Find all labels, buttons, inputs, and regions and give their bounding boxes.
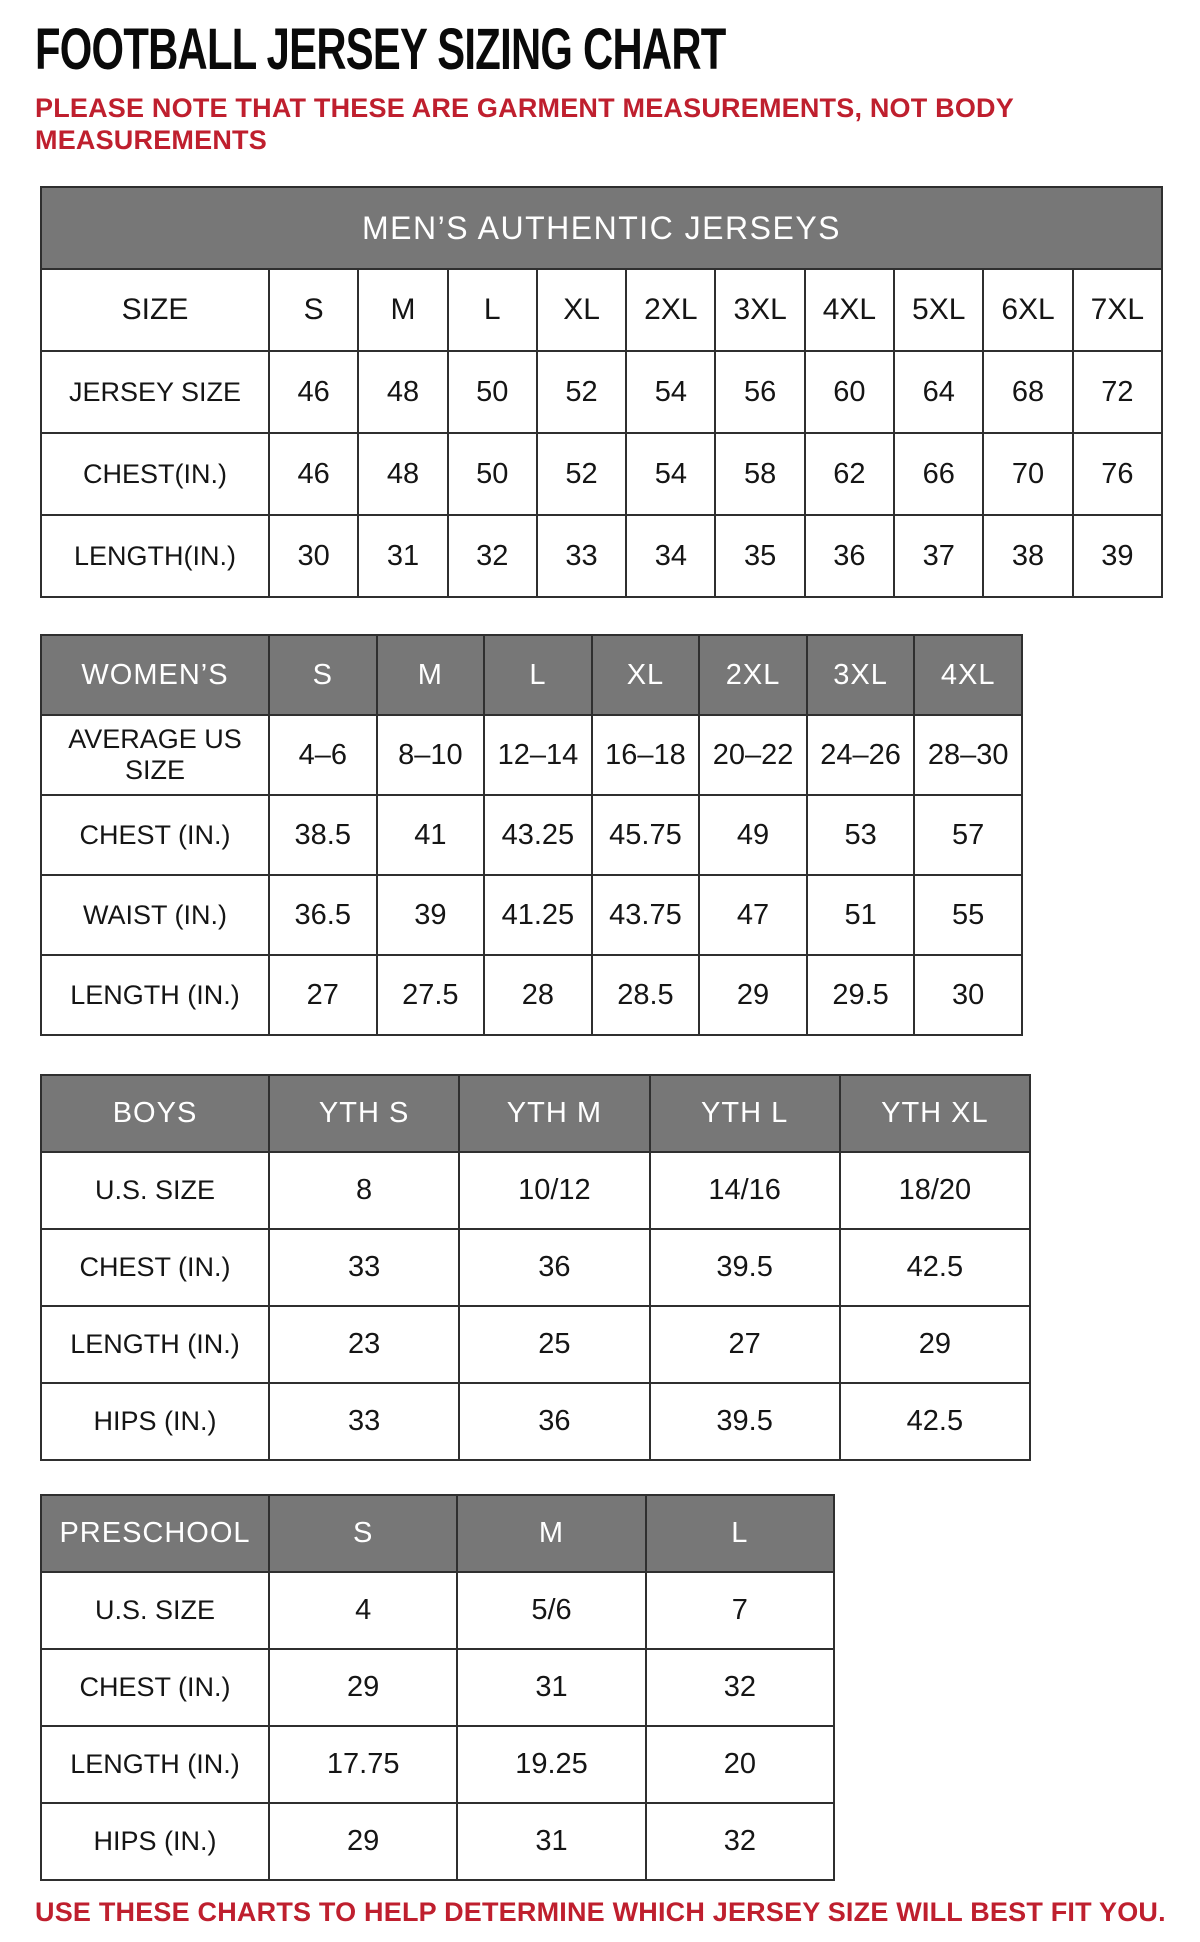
row-label-cell: CHEST (IN.)	[41, 1229, 269, 1306]
value-cell: 7	[646, 1572, 834, 1649]
garment-measurements-note	[35, 93, 1160, 156]
value-cell: 28–30	[914, 715, 1022, 795]
value-cell: 43.75	[592, 875, 700, 955]
value-cell: 36	[459, 1383, 649, 1460]
value-cell: 52	[537, 351, 626, 433]
value-cell: 36	[805, 515, 894, 597]
value-cell: 41	[377, 795, 485, 875]
womens-col-header: L	[484, 635, 592, 715]
value-cell: 58	[715, 433, 804, 515]
value-cell: 51	[807, 875, 915, 955]
preschool-row-2	[41, 1726, 834, 1803]
womens-header-row	[41, 635, 1022, 715]
boys-sizing-table	[40, 1074, 1031, 1461]
womens-row-3	[41, 955, 1022, 1035]
value-cell: 43.25	[484, 795, 592, 875]
mens-title-row	[41, 187, 1162, 269]
row-label-cell: U.S. SIZE	[41, 1152, 269, 1229]
value-cell: 41.25	[484, 875, 592, 955]
womens-header-label: WOMEN’S	[41, 635, 269, 715]
preschool-header-label: PRESCHOOL	[41, 1495, 269, 1572]
row-label-cell: JERSEY SIZE	[41, 351, 269, 433]
value-cell: 32	[646, 1803, 834, 1880]
value-cell: 45.75	[592, 795, 700, 875]
preschool-col-header: M	[457, 1495, 645, 1572]
preschool-sizing-table	[40, 1494, 835, 1881]
row-label-cell: CHEST (IN.)	[41, 1649, 269, 1726]
boys-header-row	[41, 1075, 1030, 1152]
value-cell: 39.5	[650, 1229, 840, 1306]
mens-header-row	[41, 269, 1162, 351]
mens-header-label: SIZE	[41, 269, 269, 351]
boys-col-header: YTH XL	[840, 1075, 1030, 1152]
mens-col-header: 2XL	[626, 269, 715, 351]
value-cell: 33	[269, 1229, 459, 1306]
value-cell: 20–22	[699, 715, 807, 795]
value-cell: 36	[459, 1229, 649, 1306]
page-title: FOOTBALL JERSEY SIZING CHART	[35, 17, 726, 82]
boys-col-header: YTH M	[459, 1075, 649, 1152]
preschool-row-3	[41, 1803, 834, 1880]
value-cell: 25	[459, 1306, 649, 1383]
mens-col-header: 4XL	[805, 269, 894, 351]
value-cell: 32	[646, 1649, 834, 1726]
value-cell: 76	[1073, 433, 1162, 515]
value-cell: 52	[537, 433, 626, 515]
womens-col-header: M	[377, 635, 485, 715]
value-cell: 17.75	[269, 1726, 457, 1803]
value-cell: 50	[448, 433, 537, 515]
row-label-cell: LENGTH (IN.)	[41, 955, 269, 1035]
value-cell: 49	[699, 795, 807, 875]
value-cell: 31	[457, 1649, 645, 1726]
womens-col-header: 3XL	[807, 635, 915, 715]
value-cell: 37	[894, 515, 983, 597]
boys-row-0	[41, 1152, 1030, 1229]
boys-header-label: BOYS	[41, 1075, 269, 1152]
value-cell: 33	[537, 515, 626, 597]
value-cell: 29	[840, 1306, 1030, 1383]
value-cell: 20	[646, 1726, 834, 1803]
value-cell: 39	[1073, 515, 1162, 597]
value-cell: 42.5	[840, 1229, 1030, 1306]
value-cell: 30	[269, 515, 358, 597]
value-cell: 66	[894, 433, 983, 515]
mens-row-1	[41, 433, 1162, 515]
value-cell: 31	[358, 515, 447, 597]
value-cell: 36.5	[269, 875, 377, 955]
mens-row-0	[41, 351, 1162, 433]
mens-col-header: M	[358, 269, 447, 351]
value-cell: 46	[269, 351, 358, 433]
value-cell: 5/6	[457, 1572, 645, 1649]
row-label-cell: LENGTH(IN.)	[41, 515, 269, 597]
value-cell: 29	[269, 1803, 457, 1880]
mens-col-header: L	[448, 269, 537, 351]
mens-col-header: 6XL	[983, 269, 1072, 351]
mens-col-header: 5XL	[894, 269, 983, 351]
preschool-row-1	[41, 1649, 834, 1726]
value-cell: 46	[269, 433, 358, 515]
value-cell: 54	[626, 351, 715, 433]
value-cell: 4–6	[269, 715, 377, 795]
womens-row-0	[41, 715, 1022, 795]
value-cell: 68	[983, 351, 1072, 433]
value-cell: 60	[805, 351, 894, 433]
value-cell: 28	[484, 955, 592, 1035]
value-cell: 27	[650, 1306, 840, 1383]
womens-col-header: 4XL	[914, 635, 1022, 715]
boys-col-header: YTH S	[269, 1075, 459, 1152]
value-cell: 38.5	[269, 795, 377, 875]
value-cell: 55	[914, 875, 1022, 955]
preschool-header-row	[41, 1495, 834, 1572]
preschool-row-0	[41, 1572, 834, 1649]
value-cell: 27.5	[377, 955, 485, 1035]
mens-table-title: MEN’S AUTHENTIC JERSEYS	[41, 187, 1162, 269]
value-cell: 35	[715, 515, 804, 597]
value-cell: 8	[269, 1152, 459, 1229]
value-cell: 72	[1073, 351, 1162, 433]
value-cell: 42.5	[840, 1383, 1030, 1460]
boys-row-3	[41, 1383, 1030, 1460]
value-cell: 39.5	[650, 1383, 840, 1460]
womens-row-1	[41, 795, 1022, 875]
mens-col-header: S	[269, 269, 358, 351]
row-label-cell: HIPS (IN.)	[41, 1803, 269, 1880]
row-label-cell: AVERAGE US SIZE	[41, 715, 269, 795]
value-cell: 27	[269, 955, 377, 1035]
value-cell: 29.5	[807, 955, 915, 1035]
value-cell: 47	[699, 875, 807, 955]
value-cell: 48	[358, 433, 447, 515]
value-cell: 14/16	[650, 1152, 840, 1229]
value-cell: 8–10	[377, 715, 485, 795]
value-cell: 19.25	[457, 1726, 645, 1803]
value-cell: 32	[448, 515, 537, 597]
value-cell: 16–18	[592, 715, 700, 795]
value-cell: 28.5	[592, 955, 700, 1035]
value-cell: 10/12	[459, 1152, 649, 1229]
value-cell: 33	[269, 1383, 459, 1460]
note-line-1: PLEASE NOTE THAT THESE ARE GARMENT MEASUREMENTS, NOT BODY	[35, 93, 1014, 124]
row-label-cell: HIPS (IN.)	[41, 1383, 269, 1460]
row-label-cell: U.S. SIZE	[41, 1572, 269, 1649]
value-cell: 4	[269, 1572, 457, 1649]
preschool-col-header: L	[646, 1495, 834, 1572]
note-line-2: MEASUREMENTS	[35, 124, 267, 155]
value-cell: 62	[805, 433, 894, 515]
womens-col-header: XL	[592, 635, 700, 715]
row-label-cell: LENGTH (IN.)	[41, 1726, 269, 1803]
value-cell: 70	[983, 433, 1072, 515]
value-cell: 39	[377, 875, 485, 955]
value-cell: 53	[807, 795, 915, 875]
womens-sizing-table	[40, 634, 1023, 1036]
value-cell: 50	[448, 351, 537, 433]
womens-row-2	[41, 875, 1022, 955]
womens-col-header: S	[269, 635, 377, 715]
boys-col-header: YTH L	[650, 1075, 840, 1152]
value-cell: 23	[269, 1306, 459, 1383]
mens-col-header: 7XL	[1073, 269, 1162, 351]
value-cell: 57	[914, 795, 1022, 875]
mens-col-header: 3XL	[715, 269, 804, 351]
mens-authentic-jerseys-table	[40, 186, 1163, 598]
womens-col-header: 2XL	[699, 635, 807, 715]
boys-row-2	[41, 1306, 1030, 1383]
mens-col-header: XL	[537, 269, 626, 351]
value-cell: 38	[983, 515, 1072, 597]
value-cell: 64	[894, 351, 983, 433]
preschool-col-header: S	[269, 1495, 457, 1572]
value-cell: 31	[457, 1803, 645, 1880]
value-cell: 48	[358, 351, 447, 433]
value-cell: 18/20	[840, 1152, 1030, 1229]
value-cell: 30	[914, 955, 1022, 1035]
value-cell: 34	[626, 515, 715, 597]
row-label-cell: CHEST (IN.)	[41, 795, 269, 875]
value-cell: 54	[626, 433, 715, 515]
mens-row-2	[41, 515, 1162, 597]
row-label-cell: LENGTH (IN.)	[41, 1306, 269, 1383]
row-label-cell: WAIST (IN.)	[41, 875, 269, 955]
footer-note: USE THESE CHARTS TO HELP DETERMINE WHICH JERSEY SIZE WILL BEST FIT YOU.	[35, 1897, 1166, 1928]
boys-row-1	[41, 1229, 1030, 1306]
value-cell: 56	[715, 351, 804, 433]
row-label-cell: CHEST(IN.)	[41, 433, 269, 515]
value-cell: 29	[269, 1649, 457, 1726]
value-cell: 29	[699, 955, 807, 1035]
value-cell: 12–14	[484, 715, 592, 795]
value-cell: 24–26	[807, 715, 915, 795]
